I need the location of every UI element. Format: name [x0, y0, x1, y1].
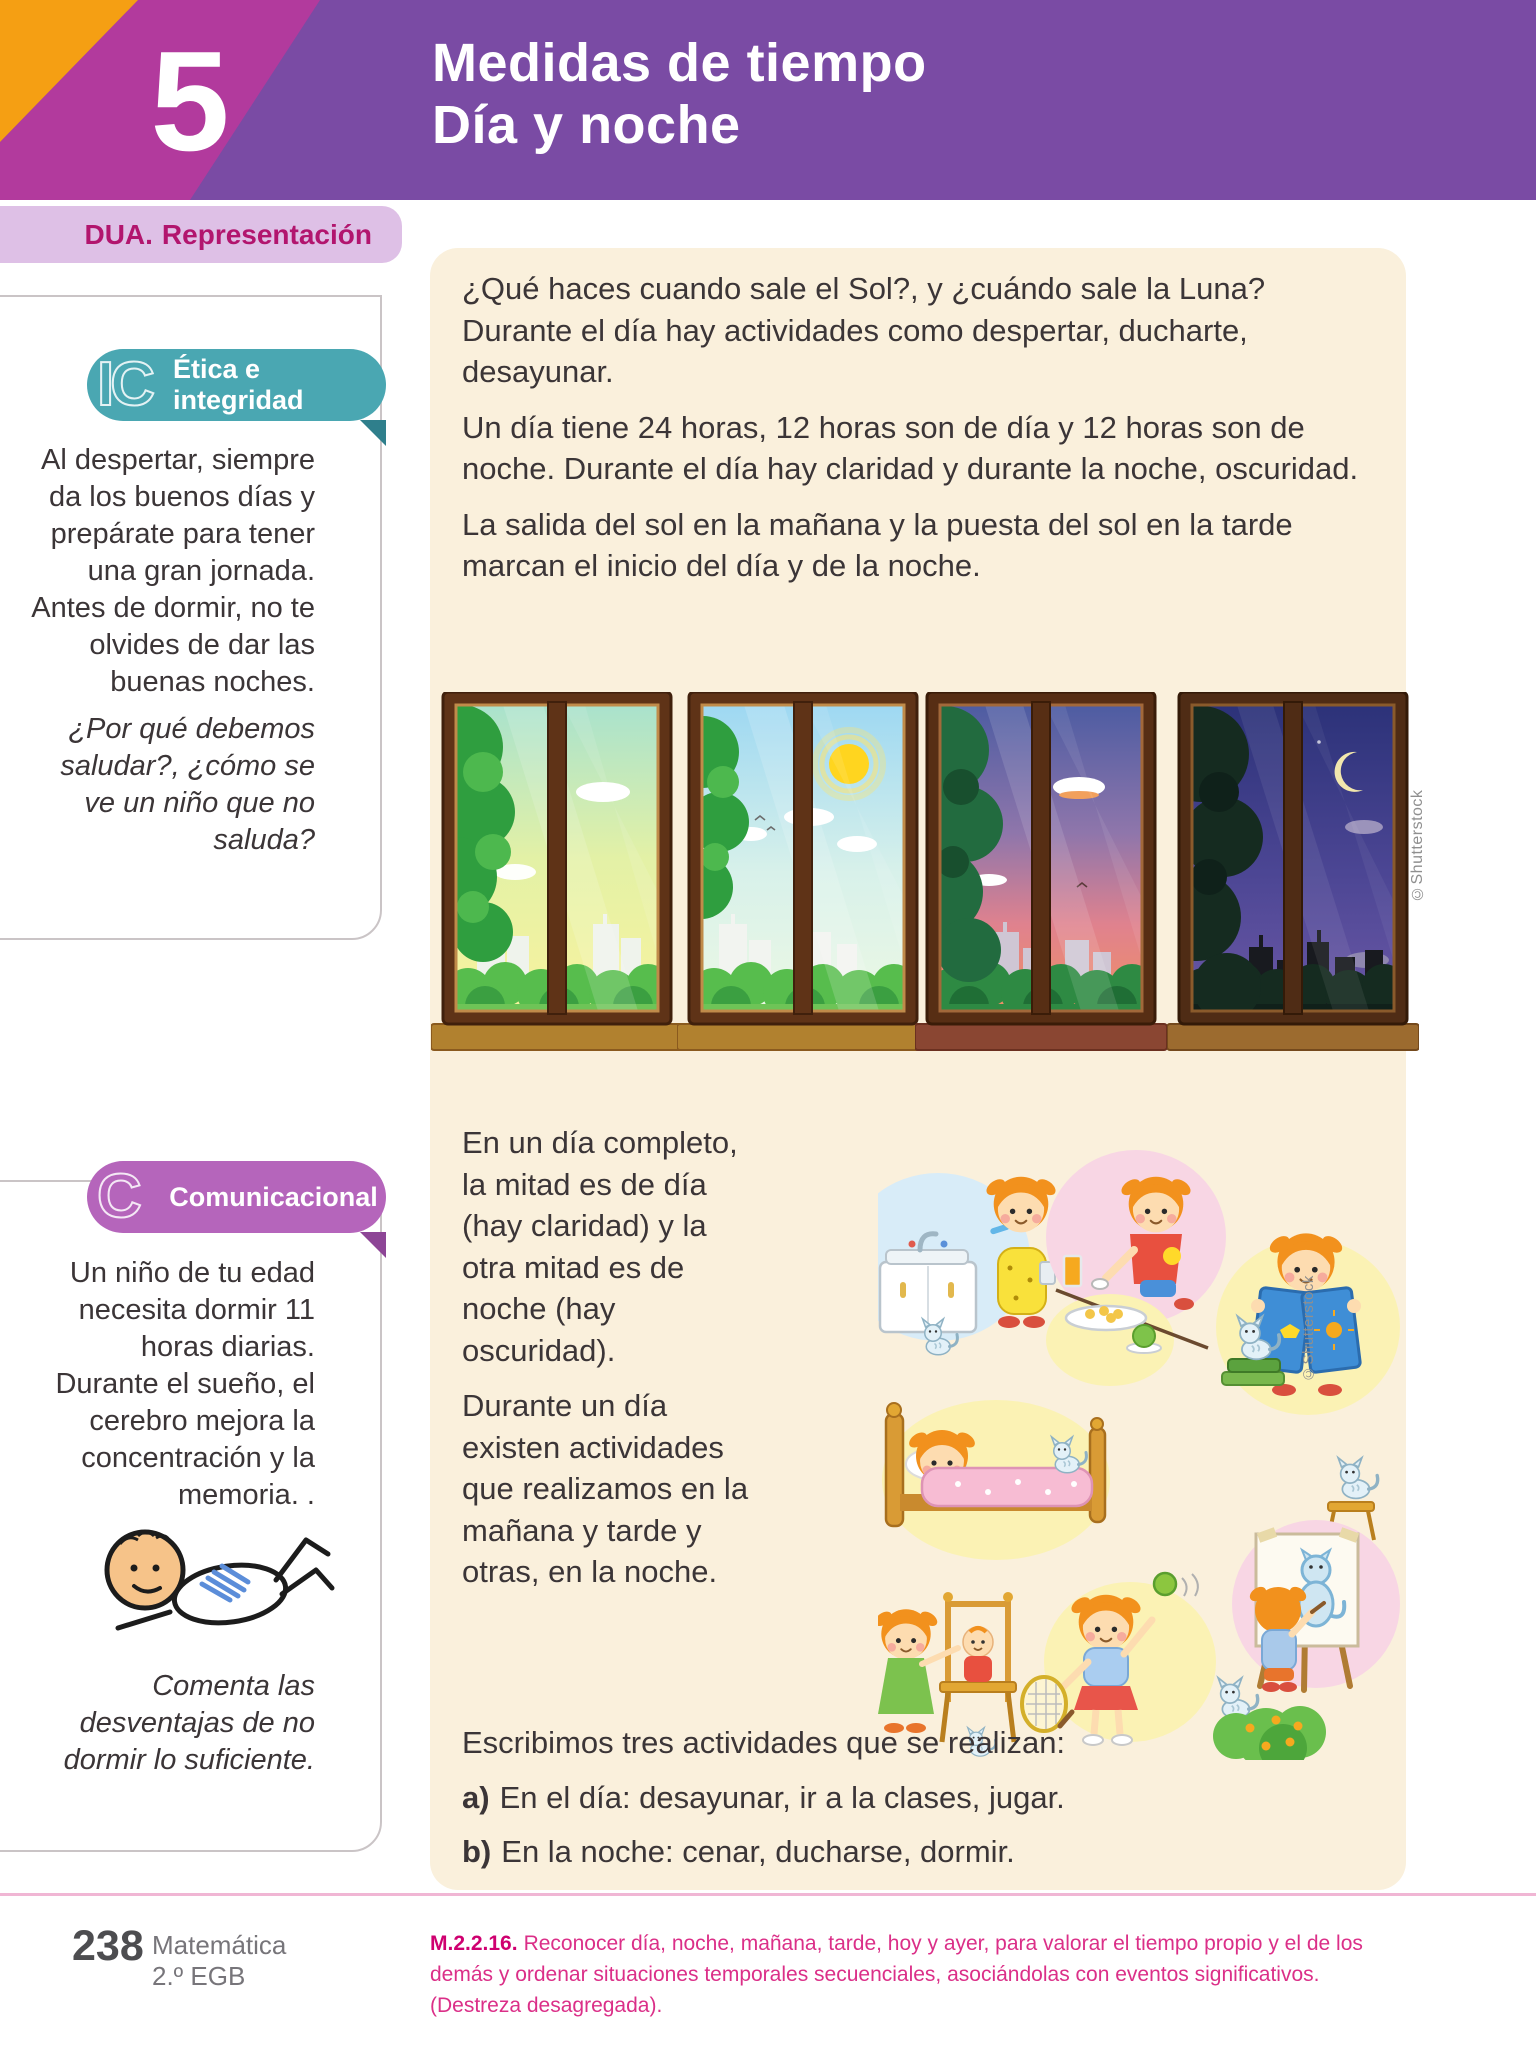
exercise-block [462, 1722, 1382, 1873]
exercise-item-a [462, 1777, 1382, 1819]
exercise-intro: Escribimos tres actividades que se realizan: [462, 1725, 1066, 1760]
standard-text: Reconocer día, noche, mañana, tarde, hoy y ayer, para valorar el tiempo propio y el de los demás y ordenar situaciones temporales secuenciales, asociándolas con eventos significativos. (Destreza desagregada). [430, 1932, 1363, 2017]
page-title-line1: Medidas de tiempo [432, 33, 927, 93]
ethics-body: Al despertar, siempre da los buenos días y prepárate para tener una gran jornada. Antes de dormir, no te olvides de dar las buenas noches. [31, 444, 315, 698]
scene-painting [1232, 1520, 1400, 1692]
footer-subject [152, 1930, 286, 1992]
ethics-question: ¿Por qué debemos saludar?, ¿cómo se ve un niño que no saluda? [60, 713, 315, 856]
communication-pill [87, 1161, 386, 1233]
footer-rule [0, 1893, 1536, 1896]
page-number: 238 [72, 1922, 144, 1970]
footer-standard [430, 1928, 1388, 2021]
shutterstock-credit-activities: ©Shutterstock [1300, 1275, 1317, 1382]
item-b-label: b) [462, 1834, 492, 1869]
window-night-illustration [1167, 692, 1419, 1060]
window-day-illustration [677, 692, 929, 1060]
scene-tennis [1022, 1573, 1216, 1745]
paragraph: Durante un día existen actividades que realizamos en la mañana y tarde y otras, en la noche. [462, 1388, 749, 1589]
item-b-text: En la noche: cenar, ducharse, dormir. [501, 1834, 1015, 1869]
page-title-line2: Día y noche [432, 95, 741, 155]
page-title [432, 32, 927, 156]
scene-sleeping [882, 1400, 1110, 1560]
communication-title: Comunicacional [169, 1181, 378, 1212]
shutterstock-credit-windows: ©Shutterstock [1409, 789, 1426, 902]
communication-prompt: Comenta las desventajas de no dormir lo suficiente. [63, 1670, 315, 1776]
exercise-item-b [462, 1831, 1382, 1873]
item-a-label: a) [462, 1779, 490, 1815]
dua-text: Representación [161, 218, 372, 250]
children-activities-illustration [878, 1142, 1400, 1760]
ethics-pill [87, 349, 386, 421]
scene-breakfast [1046, 1150, 1226, 1386]
communication-monogram: C [97, 1162, 138, 1231]
communication-text: Un niño de tu edad necesita dormir 11 horas diarias. Durante el sueño, el cerebro mejora la concentración y la memoria. . [55, 1257, 315, 1511]
dua-label: DUA. [84, 218, 153, 250]
paragraph: En un día completo, la mitad es de día (hay claridad) y la otra mitad es de noche (hay oscuridad). [462, 1125, 738, 1368]
item-a-text: En el día: desayunar, ir a la clases, jugar. [499, 1779, 1065, 1815]
ethics-monogram: IC [97, 350, 151, 419]
window-sunset-illustration [915, 692, 1167, 1060]
mid-paragraphs [462, 1122, 767, 1607]
ethics-text [30, 442, 315, 859]
standard-code: M.2.2.16. [430, 1932, 518, 1955]
footer-subject-name: Matemática [152, 1930, 287, 1960]
window-dawn-illustration [431, 692, 683, 1060]
intro-paragraphs [462, 268, 1367, 601]
paragraph: ¿Qué haces cuando sale el Sol?, y ¿cuándo sale la Luna? Durante el día hay actividades como despertar, ducharte, desayunar. [462, 271, 1266, 389]
unit-number: 5 [150, 22, 230, 181]
paragraph: Un día tiene 24 horas, 12 horas son de día y 12 horas son de noche. Durante el día hay claridad y durante la noche, oscuridad. [462, 409, 1359, 486]
sleeping-child-doodle [90, 1492, 335, 1652]
dua-band [0, 206, 402, 263]
ethics-title: Ética e integridad [173, 354, 304, 415]
scene-brushing-teeth [878, 1173, 1058, 1355]
footer-grade: 2.º EGB [152, 1961, 246, 1991]
paragraph: La salida del sol en la mañana y la puesta del sol en la tarde marcan el inicio del día y de la noche. [462, 506, 1293, 583]
day-night-windows-illustration [443, 692, 1408, 1064]
